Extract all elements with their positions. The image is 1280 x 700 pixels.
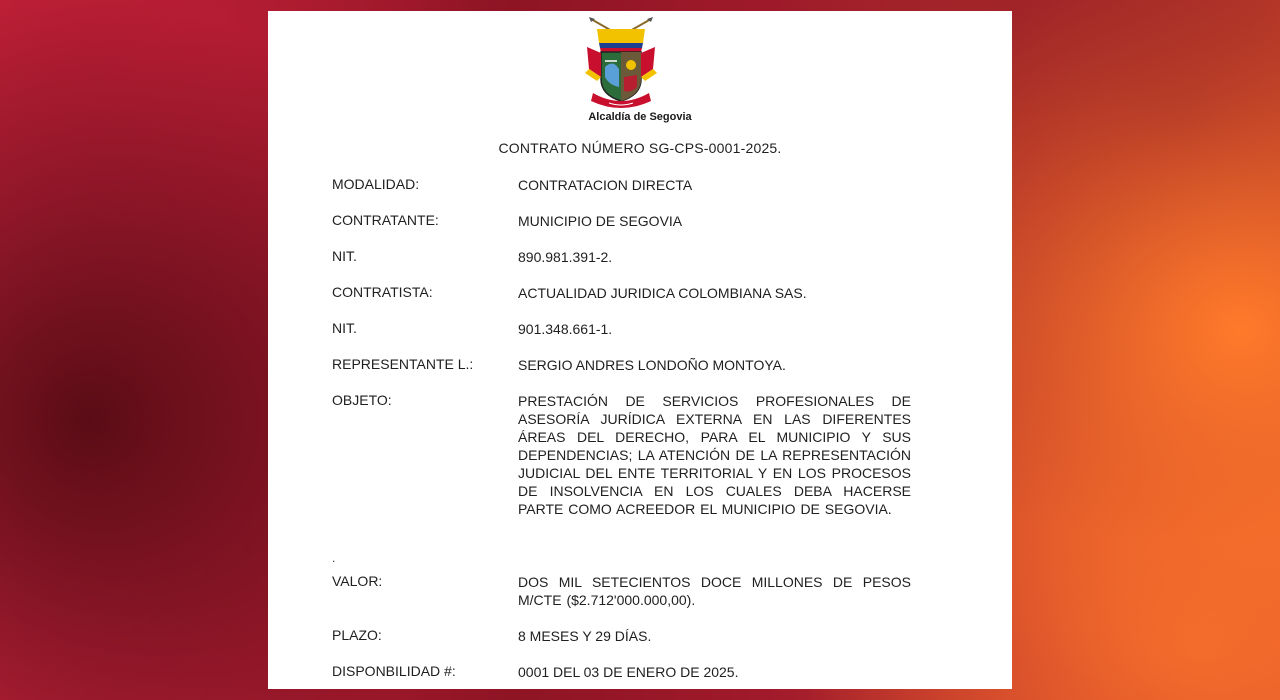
field-value: 890.981.391-2. <box>518 249 613 265</box>
coat-of-arms-icon <box>579 17 663 113</box>
field-value: 0001 DEL 03 DE ENERO DE 2025. <box>518 664 739 680</box>
stray-mark: . <box>332 551 336 565</box>
field-label: VALOR: <box>332 573 383 589</box>
contract-title: CONTRATO NÚMERO SG-CPS-0001-2025. <box>498 140 782 156</box>
logo-caption: Alcaldía de Segovia <box>588 111 692 123</box>
field-value: 901.348.661-1. <box>518 321 613 337</box>
field-value: DOS MIL SETECIENTOS DOCE MILLONES DE PESOS M/CTE ($2.712'000.000,00). <box>518 574 911 608</box>
field-label: PLAZO: <box>332 627 382 643</box>
field-label: NIT. <box>332 248 357 264</box>
contract-page <box>268 11 1012 689</box>
field-label: CONTRATANTE: <box>332 212 439 228</box>
field-label: REPRESENTANTE L.: <box>332 356 474 372</box>
municipal-coat-of-arms-logo <box>579 17 663 113</box>
field-label: DISPONBILIDAD #: <box>332 663 456 679</box>
field-label: NIT. <box>332 320 357 336</box>
field-value: CONTRATACION DIRECTA <box>518 177 693 193</box>
field-value: 8 MESES Y 29 DÍAS. <box>518 628 652 644</box>
field-value: PRESTACIÓN DE SERVICIOS PROFESIONALES DE ASESORÍA JURÍDICA EXTERNA EN LAS DIFERENTES ÁREAS DEL DERECHO, PARA EL MUNICIPIO Y SUS DEPENDENCIAS; LA ATENCIÓN DE LA REPRESENTACIÓN JUDICIAL DEL ENTE TERRITORIAL Y EN LOS PROCESOS DE INSOLVENCIA EN LOS CUALES DEBA HACERSE PARTE COMO ACREEDOR EL MUNICIPIO DE SEGOVIA. <box>518 393 911 517</box>
field-label: CONTRATISTA: <box>332 284 433 300</box>
field-value: ACTUALIDAD JURIDICA COLOMBIANA SAS. <box>518 285 807 301</box>
field-label: OBJETO: <box>332 392 392 408</box>
field-value: SERGIO ANDRES LONDOÑO MONTOYA. <box>518 357 786 373</box>
field-value: MUNICIPIO DE SEGOVIA <box>518 213 683 229</box>
field-label: MODALIDAD: <box>332 176 420 192</box>
